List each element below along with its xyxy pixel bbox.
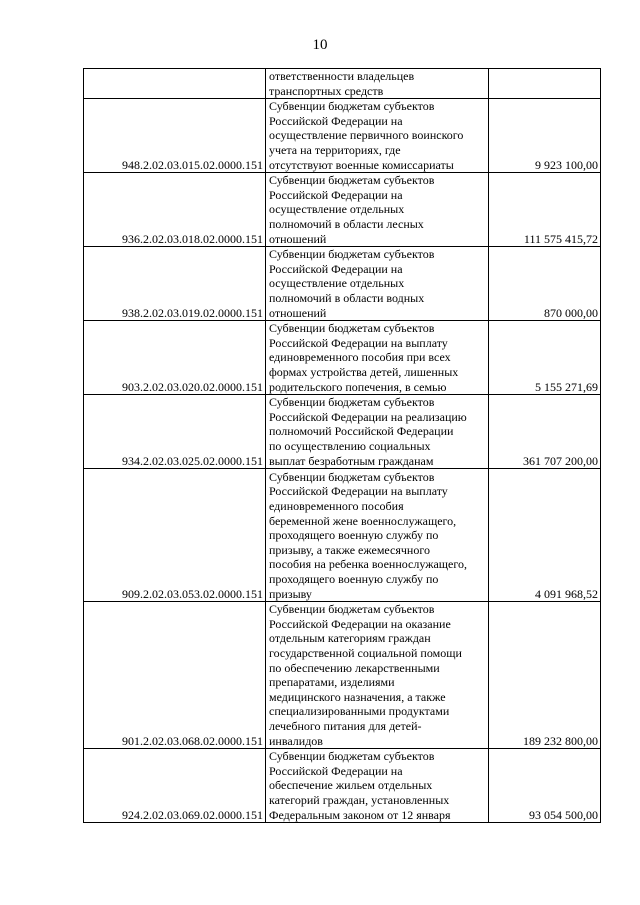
page-number: 10 xyxy=(312,37,328,53)
table-row xyxy=(84,469,601,602)
revenue-name-cell xyxy=(266,469,489,602)
revenue-name-line: призыву, а также ежемесячного xyxy=(269,542,430,557)
revenue-name-line: препаратами, изделиями xyxy=(269,675,395,690)
revenue-name-line: отношений xyxy=(269,231,327,246)
revenue-name-line: формах устройства детей, лишенных xyxy=(269,365,459,379)
revenue-name-line: лечебного питания для детей- xyxy=(269,719,422,733)
revenue-name-line: Субвенции бюджетам субъектов xyxy=(269,469,435,484)
table-row xyxy=(84,395,601,469)
revenue-name-line: Субвенции бюджетам субъектов xyxy=(269,395,435,410)
revenue-name-line: инвалидов xyxy=(269,733,323,748)
budget-code-cell: 936.2.02.03.018.02.0000.151 xyxy=(84,173,266,247)
revenue-name-line: государственной социальной помощи xyxy=(269,646,462,661)
revenue-name-line: Российской Федерации на выплату xyxy=(269,335,448,350)
revenue-name-cell xyxy=(266,173,489,247)
revenue-name-line: Федеральным законом от 12 января xyxy=(269,807,451,822)
revenue-name-line: по обеспечению лекарственными xyxy=(269,660,440,675)
revenue-name-cell xyxy=(266,69,489,99)
revenue-name-cell xyxy=(266,749,489,823)
revenue-name-line: выплат безработным гражданам xyxy=(269,453,434,468)
revenue-name-line: категорий граждан, установленных xyxy=(269,792,450,807)
budget-code-cell xyxy=(84,69,266,99)
table-row xyxy=(84,749,601,823)
budget-code-cell: 909.2.02.03.053.02.0000.151 xyxy=(84,469,266,602)
revenue-name-line: Субвенции бюджетам субъектов xyxy=(269,247,435,262)
revenue-name-line: по осуществлению социальных xyxy=(269,439,431,453)
revenue-name-cell xyxy=(266,247,489,321)
revenue-name-cell xyxy=(266,602,489,749)
revenue-name-line: Субвенции бюджетам субъектов xyxy=(269,173,435,188)
amount-cell: 111 575 415,72 xyxy=(489,173,601,247)
revenue-name-line: пособия на ребенка военнослужащего, xyxy=(269,557,467,572)
revenue-name-line: специализированными продуктами xyxy=(269,704,450,719)
revenue-name-line: отдельным категориям граждан xyxy=(269,631,431,646)
table-row xyxy=(84,247,601,321)
amount-cell: 9 923 100,00 xyxy=(489,99,601,173)
revenue-name-line: полномочий Российской Федерации xyxy=(269,424,454,439)
revenue-name-line: беременной жене военнослужащего, xyxy=(269,513,457,528)
budget-code-cell: 924.2.02.03.069.02.0000.151 xyxy=(84,749,266,823)
revenue-name-line: осуществление первичного воинского xyxy=(269,128,464,143)
revenue-name-line: осуществление отдельных xyxy=(269,202,405,217)
revenue-name-cell xyxy=(266,99,489,173)
revenue-name-line: Субвенции бюджетам субъектов xyxy=(269,99,435,114)
revenue-name-line: Субвенции бюджетам субъектов xyxy=(269,749,435,764)
revenue-name-line: Российской Федерации на xyxy=(269,187,403,202)
revenue-name-line: Российской Федерации на xyxy=(269,261,403,276)
revenue-name-line: Российской Федерации на xyxy=(269,763,403,778)
revenue-name-line: проходящего военную службу по xyxy=(269,528,439,543)
budget-code-cell: 901.2.02.03.068.02.0000.151 xyxy=(84,602,266,749)
table-row xyxy=(84,173,601,247)
revenue-name-line: призыву xyxy=(269,586,312,601)
revenue-name-line: обеспечение жильем отдельных xyxy=(269,778,433,793)
revenue-name-cell xyxy=(266,321,489,395)
revenue-name-line: единовременного пособия при всех xyxy=(269,350,451,365)
table-row xyxy=(84,69,601,99)
table-row xyxy=(84,99,601,173)
revenue-name-line: транспортных средств xyxy=(269,83,384,98)
revenue-name-line: полномочий в области водных xyxy=(269,291,425,305)
amount-cell: 93 054 500,00 xyxy=(489,749,601,823)
revenue-name-line: ответственности владельцев xyxy=(269,69,415,83)
amount-cell: 361 707 200,00 xyxy=(489,395,601,469)
revenue-name-line: родительского попечения, в семью xyxy=(269,379,447,394)
amount-cell: 4 091 968,52 xyxy=(489,469,601,602)
revenue-name-line: отсутствуют военные комиссариаты xyxy=(269,157,454,172)
revenue-name-line: Российской Федерации на оказание xyxy=(269,616,451,631)
table-row xyxy=(84,602,601,749)
revenue-name-line: медицинского назначения, а также xyxy=(269,689,446,704)
revenue-name-line: Российской Федерации на реализацию xyxy=(269,409,467,424)
revenue-name-line: полномочий в области лесных xyxy=(269,217,424,231)
revenue-name-cell xyxy=(266,395,489,469)
amount-cell: 5 155 271,69 xyxy=(489,321,601,395)
revenue-name-line: отношений xyxy=(269,305,327,320)
revenue-name-line: осуществление отдельных xyxy=(269,276,405,291)
revenue-name-line: учета на территориях, где xyxy=(269,143,401,157)
budget-code-cell: 948.2.02.03.015.02.0000.151 xyxy=(84,99,266,173)
revenue-name-line: Российской Федерации на выплату xyxy=(269,484,448,499)
amount-cell xyxy=(489,69,601,99)
revenue-name-line: Субвенции бюджетам субъектов xyxy=(269,321,435,336)
amount-cell: 870 000,00 xyxy=(489,247,601,321)
budget-revenue-table xyxy=(83,68,601,823)
table-row xyxy=(84,321,601,395)
amount-cell: 189 232 800,00 xyxy=(489,602,601,749)
revenue-name-line: проходящего военную службу по xyxy=(269,572,439,586)
budget-code-cell: 934.2.02.03.025.02.0000.151 xyxy=(84,395,266,469)
revenue-name-line: единовременного пособия xyxy=(269,499,404,514)
budget-code-cell: 938.2.02.03.019.02.0000.151 xyxy=(84,247,266,321)
budget-code-cell: 903.2.02.03.020.02.0000.151 xyxy=(84,321,266,395)
revenue-name-line: Российской Федерации на xyxy=(269,113,403,128)
revenue-name-line: Субвенции бюджетам субъектов xyxy=(269,602,435,617)
